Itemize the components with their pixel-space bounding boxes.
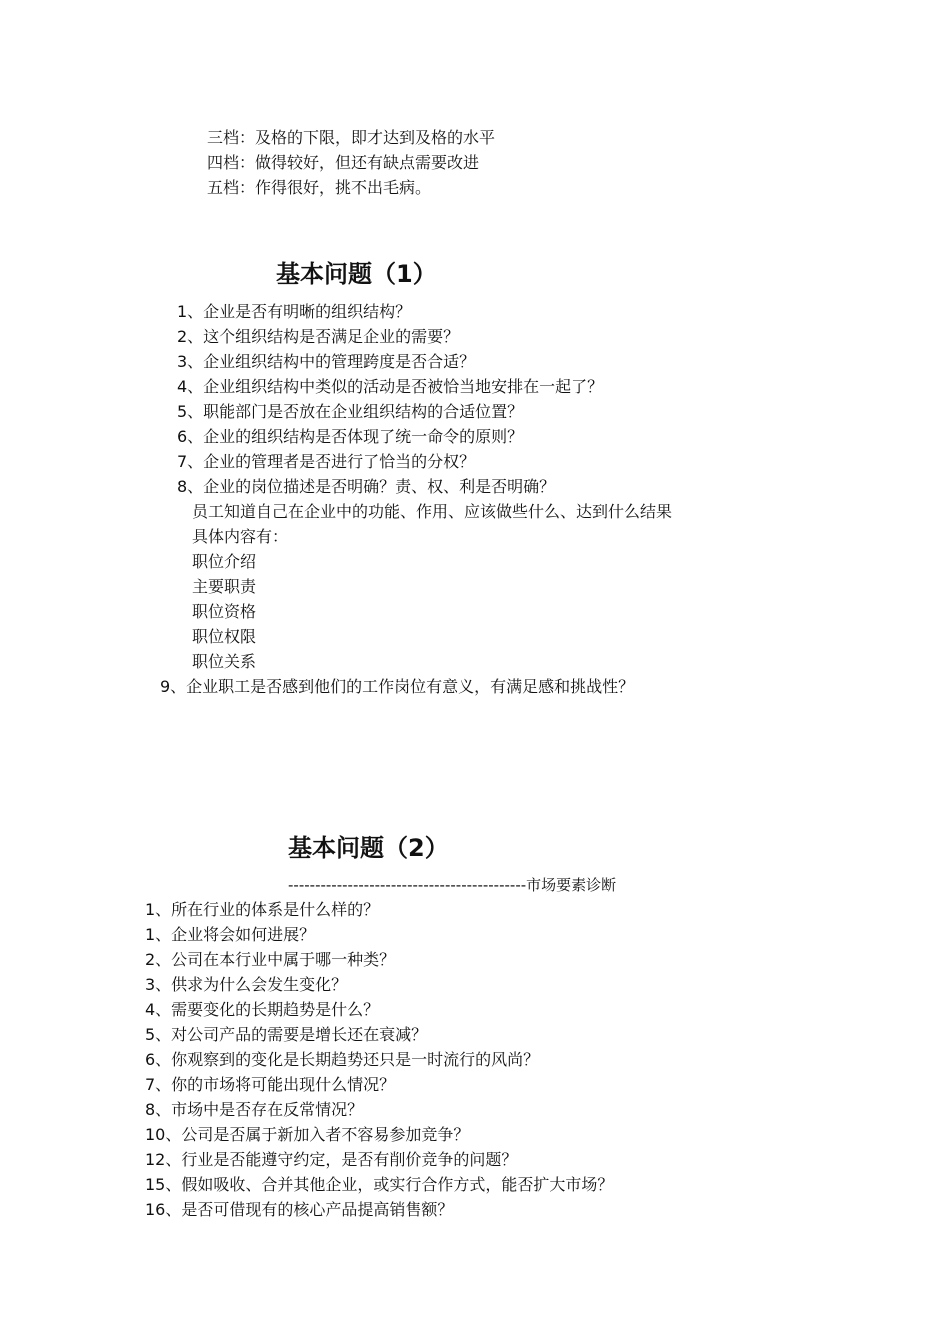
sub-item: 具体内容有： [192,527,289,546]
list-item: 2、这个组织结构是否满足企业的需要？ [177,327,460,346]
list-item: 6、你观察到的变化是长期趋势还只是一时流行的风尚？ [145,1050,540,1069]
list-item: 9、企业职工是否感到他们的工作岗位有意义，有满足感和挑战性？ [160,677,635,696]
list-item: 3、企业组织结构中的管理跨度是否合适？ [177,352,476,371]
list-item: 1、所在行业的体系是什么样的？ [145,900,380,919]
list-item: 3、供求为什么会发生变化？ [145,975,348,994]
list-item: 8、企业的岗位描述是否明确？责、权、利是否明确？ [177,477,556,496]
list-item: 7、你的市场将可能出现什么情况？ [145,1075,396,1094]
list-item: 16、是否可借现有的核心产品提高销售额？ [145,1200,454,1219]
section2-subtitle: --------------------------------------------市场要素诊断 [288,876,617,894]
section1-title: 基本问题（1） [276,260,437,288]
list-item: 4、企业组织结构中类似的活动是否被恰当地安排在一起了？ [177,377,604,396]
grade-line: 三档：及格的下限，即才达到及格的水平 [207,128,496,147]
grade-line: 五档：作得很好，挑不出毛病。 [207,178,432,197]
list-item: 1、企业是否有明晰的组织结构？ [177,302,412,321]
sub-item: 职位关系 [192,652,257,671]
list-item: 12、行业是否能遵守约定，是否有削价竞争的问题？ [145,1150,518,1169]
section2-title: 基本问题（2） [288,834,449,862]
list-item: 10、公司是否属于新加入者不容易参加竞争？ [145,1125,470,1144]
list-item: 5、对公司产品的需要是增长还在衰减？ [145,1025,428,1044]
list-item: 15、假如吸收、合并其他企业，或实行合作方式，能否扩大市场？ [145,1175,614,1194]
sub-item: 职位资格 [192,602,257,621]
list-item: 7、企业的管理者是否进行了恰当的分权？ [177,452,476,471]
sub-item: 主要职责 [192,577,257,596]
list-item: 8、市场中是否存在反常情况？ [145,1100,364,1119]
list-item: 2、公司在本行业中属于哪一种类？ [145,950,396,969]
sub-item: 职位权限 [192,627,257,646]
list-item: 5、职能部门是否放在企业组织结构的合适位置？ [177,402,524,421]
grade-line: 四档：做得较好，但还有缺点需要改进 [207,153,480,172]
list-item: 6、企业的组织结构是否体现了统一命令的原则？ [177,427,524,446]
sub-item: 职位介绍 [192,552,257,571]
list-item: 1、企业将会如何进展？ [145,925,316,944]
list-item: 4、需要变化的长期趋势是什么？ [145,1000,380,1019]
sub-item: 员工知道自己在企业中的功能、作用、应该做些什么、达到什么结果 [192,502,673,521]
